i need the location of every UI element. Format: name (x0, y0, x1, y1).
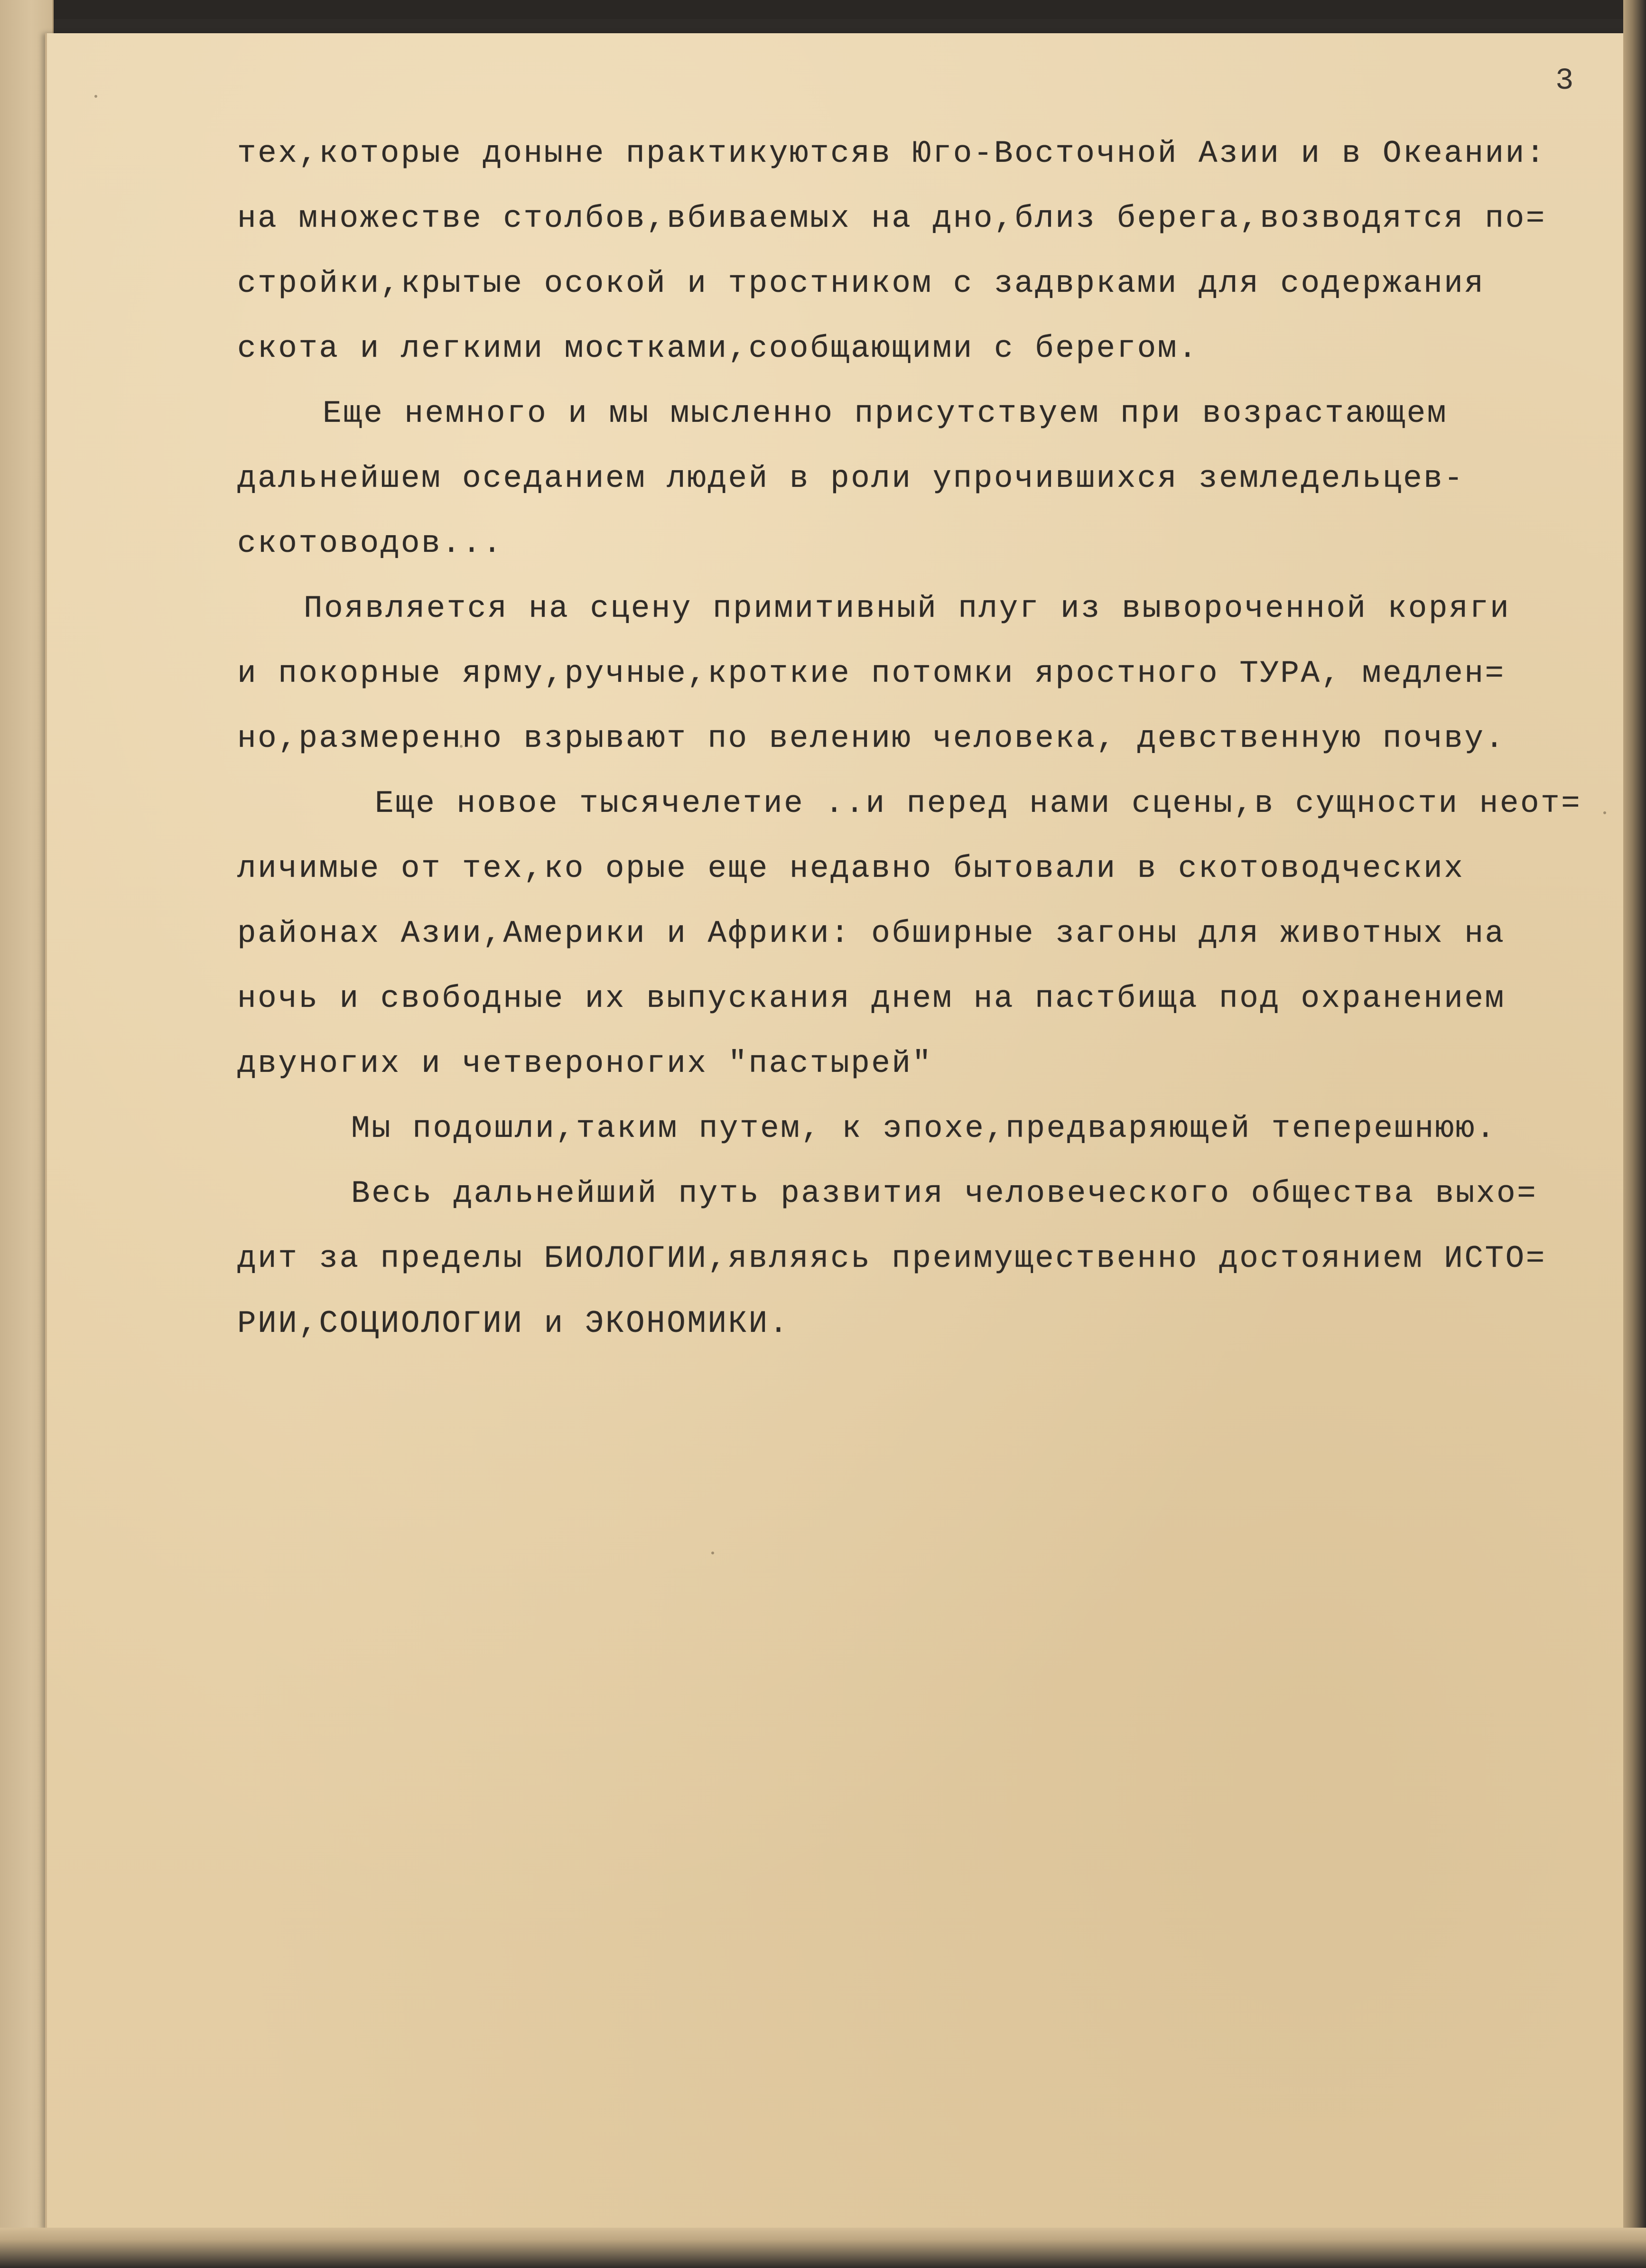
text-line: дит за пределы БИОЛОГИИ,являясь преимущественно достоянием ИСТО= (237, 1241, 1546, 1276)
text-line: тех,которые доныне практикуютсяв Юго-Восточной Азии и в Океании: (237, 136, 1546, 171)
text-line: РИИ,СОЦИОЛОГИИ и ЭКОНОМИКИ. (237, 1306, 790, 1341)
text-line: дальнейшем оседанием людей в роли упрочившихся земледельцев- (237, 461, 1465, 496)
text-line: скота и легкими мостками,сообщающими с берегом. (237, 331, 1199, 366)
text-line: Еще немного и мы мысленно присутствуем при возрастающем (323, 396, 1448, 431)
text-line: но,размеренно взрывают по велению человека, девственную почву. (237, 721, 1506, 756)
text-line: скотоводов... (237, 526, 503, 561)
document-body (237, 121, 1613, 1356)
page-stack-right-edge (1623, 0, 1646, 2268)
page-number: 3 (1555, 64, 1575, 98)
text-line: стройки,крытые осокой и тростником с задврками для содержания (237, 266, 1485, 301)
text-line: Еще новое тысячелетие ..и перед нами сцены,в сущности неот= (375, 786, 1582, 821)
text-line: Мы подошли,таким путем, к эпохе,предваряющей теперешнюю. (351, 1111, 1497, 1146)
paper-speck (94, 95, 97, 98)
text-line: Появляется на сцену примитивный плуг из вывороченной коряги (304, 591, 1511, 626)
scan-background-top (0, 0, 1646, 19)
text-line: ночь и свободные их выпускания днем на пастбища под охранением (237, 981, 1506, 1016)
page-stack-bottom-edge (0, 2228, 1646, 2268)
text-line: двуногих и четвероногих "пастырей" (237, 1046, 933, 1081)
text-line: Весь дальнейший путь развития человеческого общества выхо= (351, 1176, 1538, 1211)
text-line: и покорные ярму,ручные,кроткие потомки яростного ТУРА, медлен= (237, 656, 1506, 691)
text-line: личимые от тех,ко орые еще недавно бытовали в скотоводческих (237, 851, 1465, 886)
text-line: районах Азии,Америки и Африки: обширные загоны для животных на (237, 916, 1506, 951)
paper-speck (711, 1552, 714, 1554)
text-line: на множестве столбов,вбиваемых на дно,близ берега,возводятся по= (237, 201, 1546, 236)
